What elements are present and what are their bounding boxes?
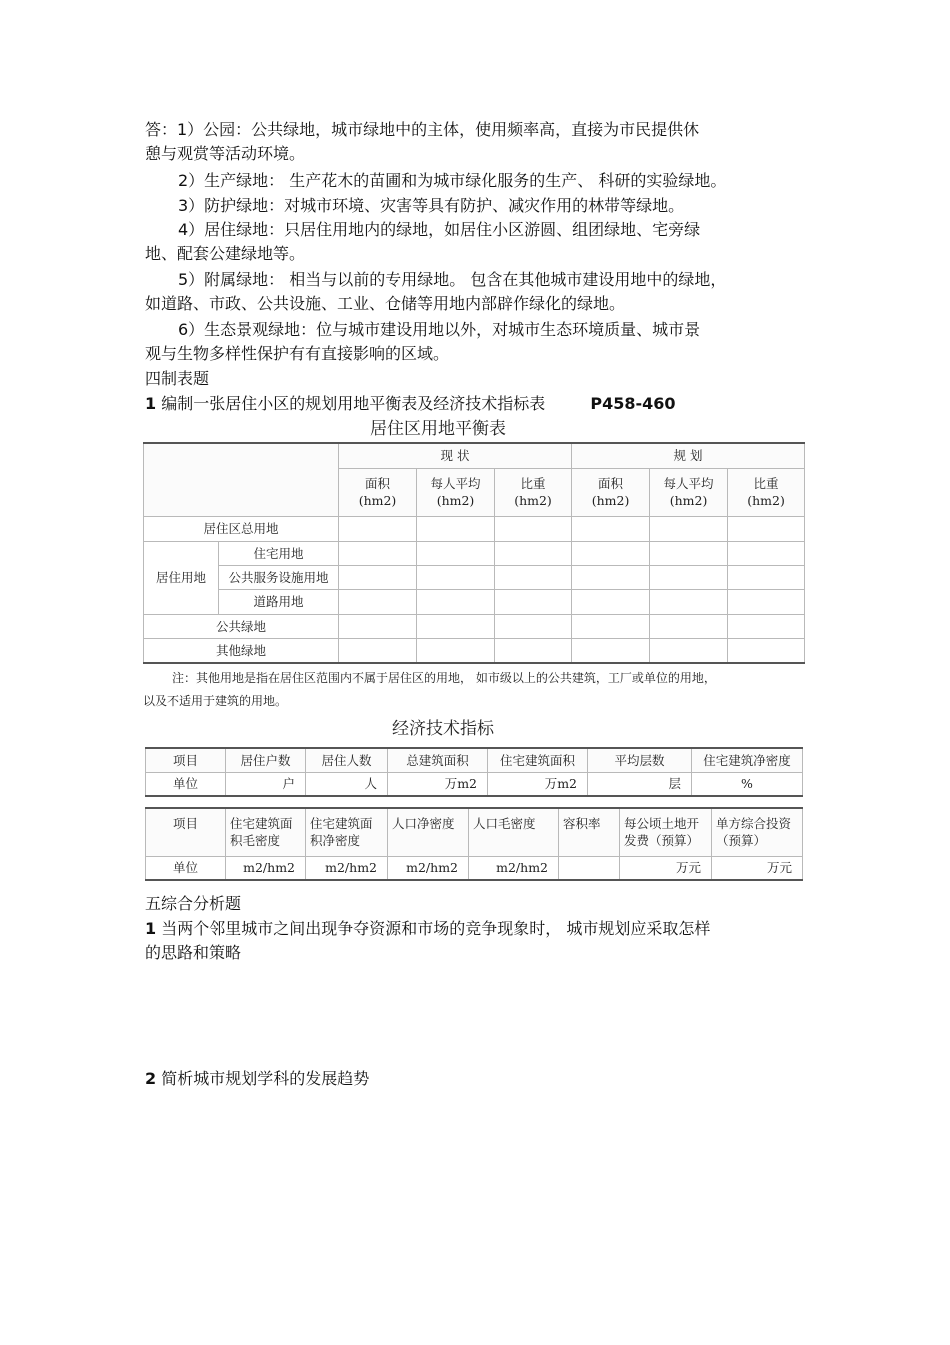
table-row <box>144 638 805 663</box>
question-text: 编制一张居住小区的规划用地平衡表及经济技术指标表 <box>161 394 546 413</box>
econ-header-cell: 每公顷土地开 发费（预算） <box>620 808 712 856</box>
section-5-heading: 五综合分析题 <box>145 894 242 913</box>
econ-unit-cell: 单位 <box>146 772 226 796</box>
section-4-heading: 四制表题 <box>145 369 210 388</box>
table-row <box>146 772 803 796</box>
question-5-2 <box>145 1068 369 1090</box>
econ-header-cell: 单方综合投资 （预算） <box>712 808 803 856</box>
header-ratio-plan: 比重 (hm2) <box>728 468 805 516</box>
econ-header-cell: 项目 <box>146 808 226 856</box>
econ-unit-cell: 万m2 <box>488 772 588 796</box>
row-label-public-service: 公共服务设施用地 <box>219 565 339 589</box>
econ-unit-cell: m2/hm2 <box>469 856 559 880</box>
table-row <box>144 565 805 589</box>
table-row <box>144 589 805 614</box>
row-label-housing: 住宅用地 <box>219 541 339 565</box>
answer-line-4a: 4）居住绿地：只居住用地内的绿地，如居住小区游圆、组团绿地、宅旁绿 <box>178 220 701 239</box>
table-corner-cell <box>144 443 339 516</box>
answer-line-2: 2）生产绿地： 生产花木的苗圃和为城市绿化服务的生产、 科研的实验绿地。 <box>178 171 727 190</box>
econ-header-cell: 住宅建筑面积 <box>488 748 588 772</box>
answer-line-1b: 憩与观赏等活动环境。 <box>145 144 306 163</box>
question-4-1 <box>145 393 676 415</box>
table-row <box>144 541 805 565</box>
econ-header-cell: 人口净密度 <box>388 808 469 856</box>
answer-line-1a: 答：1）公园：公共绿地，城市绿地中的主体，使用频率高，直接为市民提供休 <box>145 120 700 139</box>
row-label-total: 居住区总用地 <box>144 516 339 541</box>
econ-unit-cell: 户 <box>226 772 306 796</box>
question-text: 当两个邻里城市之间出现争夺资源和市场的竞争现象时， 城市规划应采取怎样 <box>161 919 711 938</box>
table-row <box>146 748 803 772</box>
econ-unit-cell: 万m2 <box>388 772 488 796</box>
question-number: 1 <box>145 919 157 938</box>
econ-header-cell: 平均层数 <box>588 748 692 772</box>
econ-unit-cell: 万元 <box>620 856 712 880</box>
table-row <box>144 516 805 541</box>
question-number: 1 <box>145 394 157 413</box>
question-5-1b: 的思路和策略 <box>145 943 242 962</box>
econ-header-cell: 住宅建筑面 积净密度 <box>306 808 388 856</box>
econ-unit-cell: 层 <box>588 772 692 796</box>
header-plan: 规 划 <box>572 443 805 468</box>
answer-line-6b: 观与生物多样性保护有有直接影响的区域。 <box>145 344 450 363</box>
econ-header-cell: 住宅建筑面 积毛密度 <box>226 808 306 856</box>
header-area-plan: 面积 (hm2) <box>572 468 650 516</box>
answer-line-5a: 5）附属绿地： 相当与以前的专用绿地。 包含在其他城市建设用地中的绿地， <box>178 270 727 289</box>
answer-line-4b: 地、配套公建绿地等。 <box>145 244 306 263</box>
econ-table-title: 经济技术指标 <box>392 719 494 739</box>
balance-table-note-b: 以及不适用于建筑的用地。 <box>143 694 288 708</box>
econ-header-cell: 容积率 <box>559 808 620 856</box>
table-row <box>146 856 803 880</box>
econ-header-cell: 居住户数 <box>226 748 306 772</box>
answer-line-3: 3）防护绿地：对城市环境、灾害等具有防护、减灾作用的林带等绿地。 <box>178 196 685 215</box>
row-label-road: 道路用地 <box>219 589 339 614</box>
econ-header-cell: 总建筑面积 <box>388 748 488 772</box>
row-label-public-green: 公共绿地 <box>144 614 339 638</box>
econ-unit-cell <box>559 856 620 880</box>
balance-table-title: 居住区用地平衡表 <box>370 419 506 439</box>
header-per-capita-current: 每人平均 (hm2) <box>417 468 495 516</box>
header-per-capita-plan: 每人平均 (hm2) <box>650 468 728 516</box>
econ-unit-cell: m2/hm2 <box>306 856 388 880</box>
econ-unit-cell: m2/hm2 <box>226 856 306 880</box>
econ-indicator-table-1 <box>145 747 803 797</box>
row-label-residential: 居住用地 <box>144 541 219 614</box>
econ-header-cell: 人口毛密度 <box>469 808 559 856</box>
econ-unit-cell: 万元 <box>712 856 803 880</box>
econ-header-cell: 项目 <box>146 748 226 772</box>
header-area-current: 面积 (hm2) <box>339 468 417 516</box>
econ-unit-cell: % <box>692 772 803 796</box>
question-number: 2 <box>145 1069 157 1088</box>
question-text: 简析城市规划学科的发展趋势 <box>161 1069 370 1088</box>
econ-unit-cell: 人 <box>306 772 388 796</box>
econ-indicator-table-2 <box>145 807 803 881</box>
table-row <box>144 614 805 638</box>
question-5-1a <box>145 918 710 940</box>
econ-unit-cell: 单位 <box>146 856 226 880</box>
table-row <box>146 808 803 856</box>
econ-unit-cell: m2/hm2 <box>388 856 469 880</box>
header-current: 现 状 <box>339 443 572 468</box>
question-pages: P458-460 <box>590 394 676 413</box>
econ-header-cell: 居住人数 <box>306 748 388 772</box>
row-label-other-green: 其他绿地 <box>144 638 339 663</box>
econ-header-cell: 住宅建筑净密度 <box>692 748 803 772</box>
land-balance-table <box>143 442 805 664</box>
header-ratio-current: 比重 (hm2) <box>495 468 572 516</box>
answer-line-5b: 如道路、市政、公共设施、工业、仓储等用地内部辟作绿化的绿地。 <box>145 294 626 313</box>
balance-table-note-a: 注：其他用地是指在居住区范围内不属于居住区的用地， 如市级以上的公共建筑，工厂或单位的用地， <box>172 671 716 685</box>
answer-line-6a: 6）生态景观绿地：位与城市建设用地以外，对城市生态环境质量、城市景 <box>178 320 701 339</box>
